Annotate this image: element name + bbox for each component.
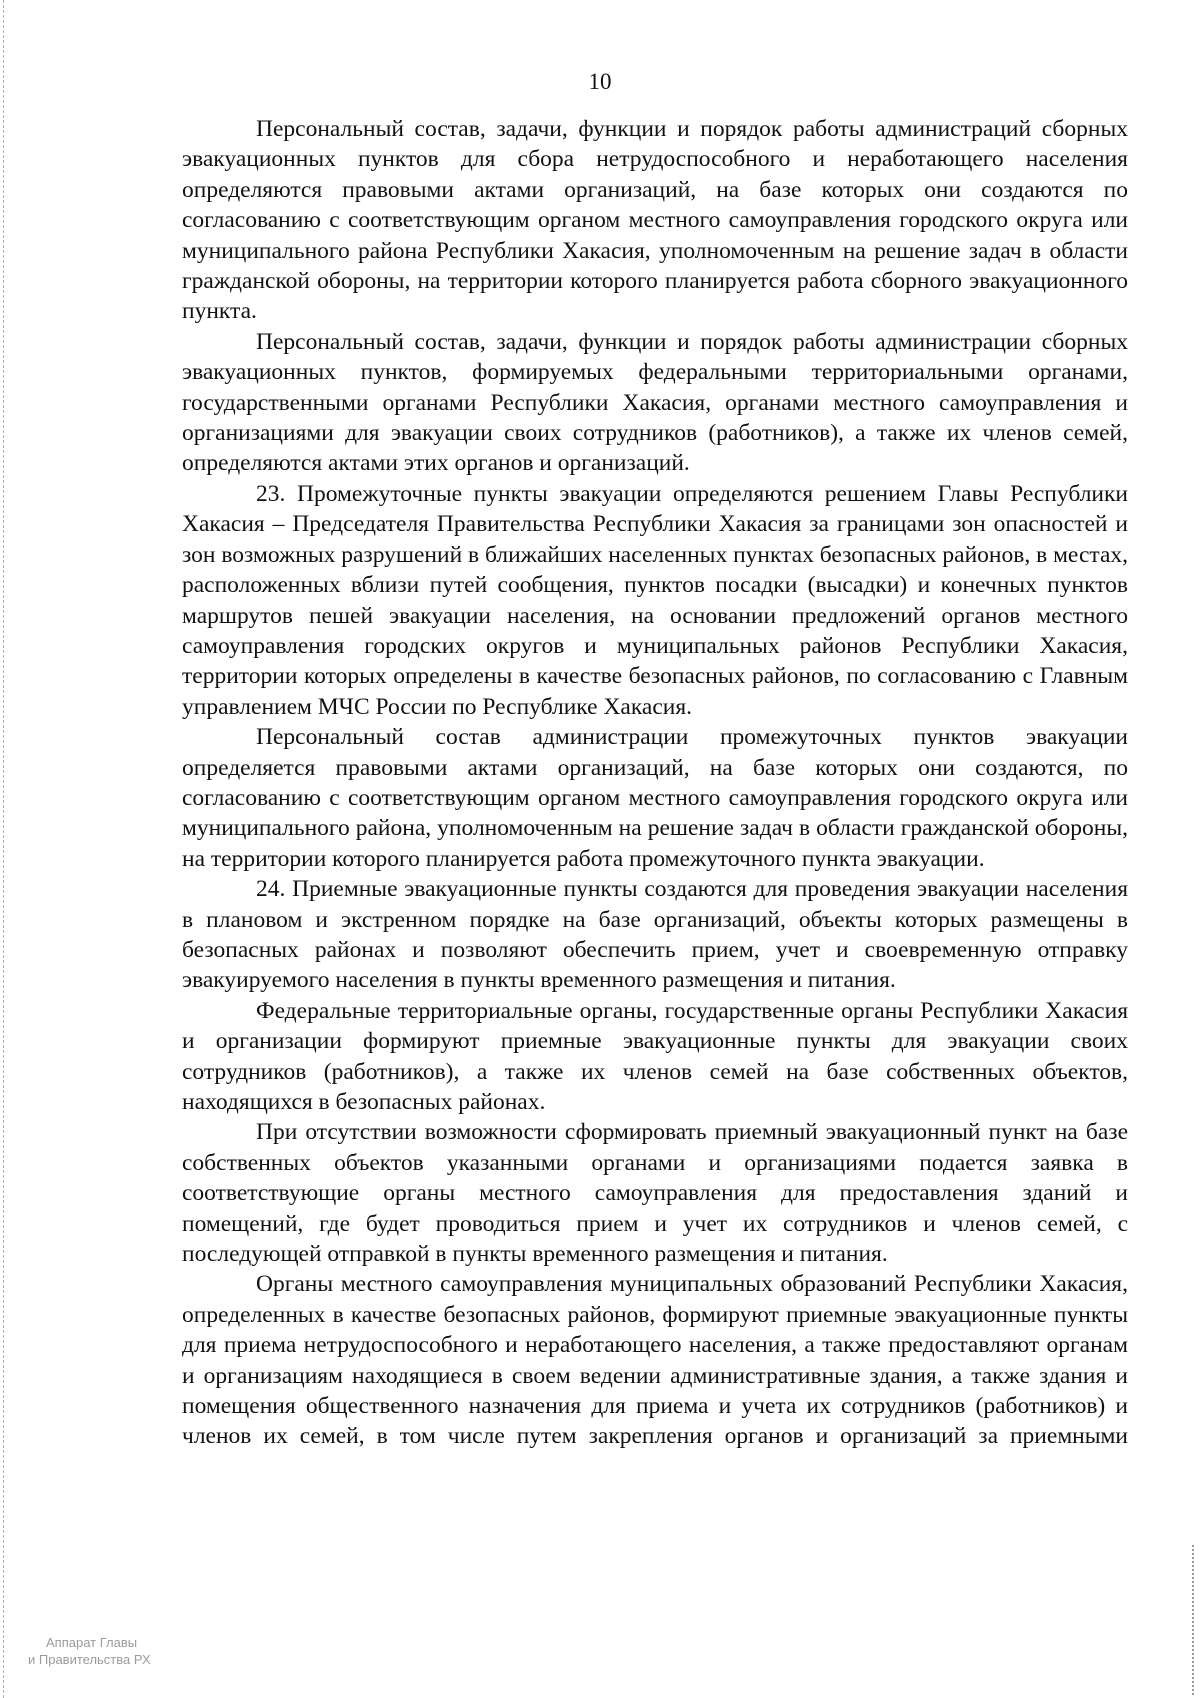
- paragraph-intermediate-admin: Персональный состав администрации промежуточных пунктов эвакуации определяется правовыми актами организаций, на базе которых они создаются, по согласованию с соответствующим органом местного самоуправления городского округа или муниципального района, уполномоченным на решение задач в области гражданской обороны, на территории которого планируется работа промежуточного пункта эвакуации.: [182, 724, 1128, 872]
- document-body: [182, 114, 1128, 1452]
- paragraph-item-24: 24. Приемные эвакуационные пункты создаются для проведения эвакуации населения в плановом и экстренном порядке на базе организаций, объекты которых размещены в безопасных районах и позволяют обеспечить прием, учет и своевременную отправку эвакуируемого населения в пункты временного размещения и питания.: [182, 876, 1128, 994]
- paragraph-federal-bodies: Федеральные территориальные органы, государственные органы Республики Хакасия и организации формируют приемные эвакуационные пункты для эвакуации своих сотрудников (работников), а также их членов семей на базе собственных объектов, находящихся в безопасных районах.: [182, 997, 1128, 1115]
- paragraph-evac-admin-composition: Персональный состав, задачи, функции и порядок работы администраций сборных эвакуационных пунктов для сбора нетрудоспособного и неработающего населения определяются правовыми актами организаций, на базе которых они создаются по согласованию с соответствующим органом местного самоуправления городского округа или муниципального района Республики Хакасия, уполномоченным на решение задач в области гражданской обороны, на территории которого планируется работа сборного эвакуационного пункта.: [182, 116, 1128, 325]
- stamp-line-2: и Правительства РХ: [28, 1652, 151, 1667]
- page-number: 10: [588, 69, 612, 94]
- paragraph-item-23: 23. Промежуточные пункты эвакуации определяются решением Главы Республики Хакасия – Председателя Правительства Республики Хакасия за границами зон опасностей и зон возможных разрушений в ближайших населенных пунктах безопасных районов, в местах, расположенных вблизи путей сообщения, пунктов посадки (высадки) и конечных пунктов маршрутов пешей эвакуации населения, на основании предложений органов местного самоуправления городских округов и муниципальных районов Республики Хакасия, территории которых определены в качестве безопасных районов, по согласованию с Главным управлением МЧС России по Республике Хакасия.: [182, 480, 1128, 720]
- scan-edge-marks: [1192, 1545, 1194, 1695]
- paragraph-evac-admin-federal: Персональный состав, задачи, функции и порядок работы администрации сборных эвакуационных пунктов, формируемых федеральными территориальными органами, государственными органами Республики Хакасия, органами местного самоуправления и организациями для эвакуации своих сотрудников (работников), а также их членов семей, определяются актами этих органов и организаций.: [182, 328, 1128, 477]
- office-stamp: [28, 1634, 151, 1668]
- stamp-line-1: Аппарат Главы: [46, 1635, 138, 1650]
- paragraph-no-own-facilities: При отсутствии возможности сформировать приемный эвакуационный пункт на базе собственных объектов указанными органами и организациями подается заявка в соответствующие органы местного самоуправления для предоставления зданий и помещений, где будет проводиться прием и учет их сотрудников и членов семей, с последующей отправкой в пункты временного размещения и питания.: [182, 1119, 1128, 1268]
- paragraph-local-government: Органы местного самоуправления муниципальных образований Республики Хакасия, определенных в качестве безопасных районов, формируют приемные эвакуационные пункты для приема нетрудоспособного и неработающего населения, а также предоставляют органам и организациям находящиеся в своем ведении административные здания, а также здания и помещения общественного назначения для приема и учета их сотрудников (работников) и членов их семей, в том числе путем закрепления органов и организаций за приемными: [182, 1271, 1128, 1450]
- scan-margin-line: [3, 0, 4, 1698]
